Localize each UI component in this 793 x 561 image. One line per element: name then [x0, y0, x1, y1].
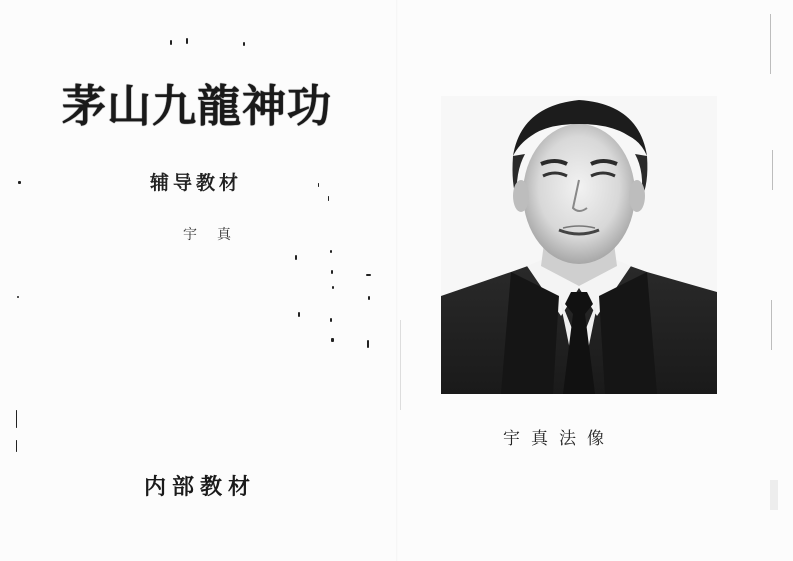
scan-edge-mark [400, 320, 401, 410]
scan-speck [16, 440, 17, 452]
scan-speck [295, 255, 297, 260]
portrait-illustration [441, 96, 717, 394]
portrait-photo [441, 96, 717, 394]
author-name: 宇真 [183, 227, 251, 243]
scan-speck [17, 296, 19, 298]
scan-speck [332, 286, 334, 289]
scan-speck [330, 250, 332, 253]
scan-speck [18, 181, 21, 184]
scan-speck [367, 340, 369, 348]
scan-speck [368, 296, 370, 300]
internal-material-label: 内部教材 [144, 475, 257, 500]
portrait-caption: 宇真法像 [503, 429, 615, 449]
scan-speck [331, 338, 334, 342]
scan-speck [170, 40, 172, 45]
scan-edge-mark [771, 300, 772, 350]
scan-edge-mark [772, 150, 773, 190]
scan-speck [366, 274, 371, 276]
scan-speck [16, 410, 17, 428]
book-subtitle: 辅导教材 [150, 172, 243, 194]
book-title: 茅山九龍神功 [62, 81, 332, 132]
scan-speck [318, 183, 319, 187]
scan-speck [243, 42, 245, 46]
scan-speck [186, 38, 188, 44]
scan-edge-mark [770, 14, 771, 74]
scan-speck [298, 312, 300, 317]
scan-speck [331, 270, 333, 274]
scan-speck [328, 196, 329, 201]
scan-speck [330, 318, 332, 322]
scan-edge-mark [770, 480, 778, 510]
